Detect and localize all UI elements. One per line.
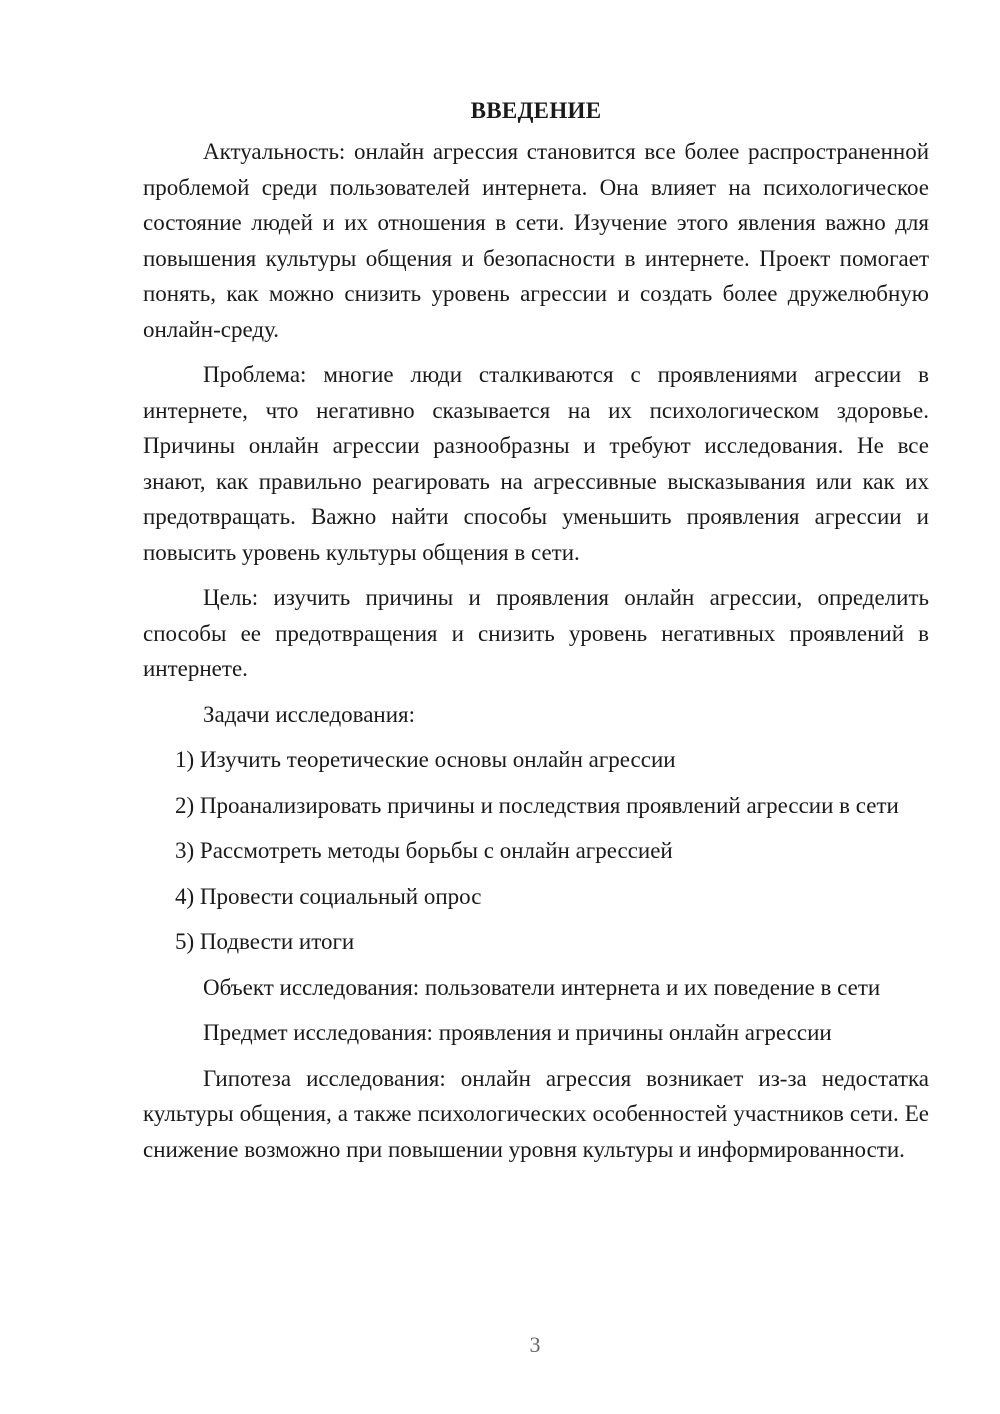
- goal-paragraph: Цель: изучить причины и проявления онлайн агрессии, определить способы ее предотвращения и снизить уровень негативных проявлений в интернете.: [143, 585, 929, 681]
- page-number: 3: [529, 1332, 541, 1357]
- tasks-heading: Задачи исследования:: [203, 701, 416, 727]
- task-item-2: 2) Проанализировать причины и последствия проявлений агрессии в сети: [175, 792, 899, 818]
- task-item-3: 3) Рассмотреть методы борьбы с онлайн агрессией: [175, 838, 673, 863]
- relevance-paragraph: Актуальность: онлайн агрессия становится все более распространенной проблемой среди пользователей интернета. Она влияет на психологическое состояние людей и их отношения в сети. Изучение этого явления важно для повышения культуры общения и безопасности в интернете. Проект помогает понять, как можно снизить уровень агрессии и создать более дружелюбную онлайн-среду.: [143, 139, 929, 342]
- object-paragraph: Объект исследования: пользователи интернета и их поведение в сети: [203, 974, 881, 1000]
- document-page: [143, 94, 929, 1177]
- task-item-1: 1) Изучить теоретические основы онлайн агрессии: [175, 747, 676, 772]
- page-title: ВВЕДЕНИЕ: [470, 98, 602, 123]
- hypothesis-paragraph: Гипотеза исследования: онлайн агрессия возникает из-за недостатка культуры общения, а также психологических особенностей участников сети. Ее снижение возможно при повышении уровня культуры и информированности.: [143, 1065, 929, 1162]
- task-item-4: 4) Провести социальный опрос: [175, 883, 482, 909]
- problem-paragraph: Проблема: многие люди сталкиваются с проявлениями агрессии в интернете, что негативно сказывается на их психологическом здоровье. Причины онлайн агрессии разнообразны и требуют исследования. Не все знают, как правильно реагировать на агрессивные высказывания или как их предотвращать. Важно найти способы уменьшить проявления агрессии и повысить уровень культуры общения в сети.: [143, 362, 929, 565]
- task-item-5: 5) Подвести итоги: [175, 929, 355, 954]
- subject-paragraph: Предмет исследования: проявления и причины онлайн агрессии: [203, 1020, 832, 1045]
